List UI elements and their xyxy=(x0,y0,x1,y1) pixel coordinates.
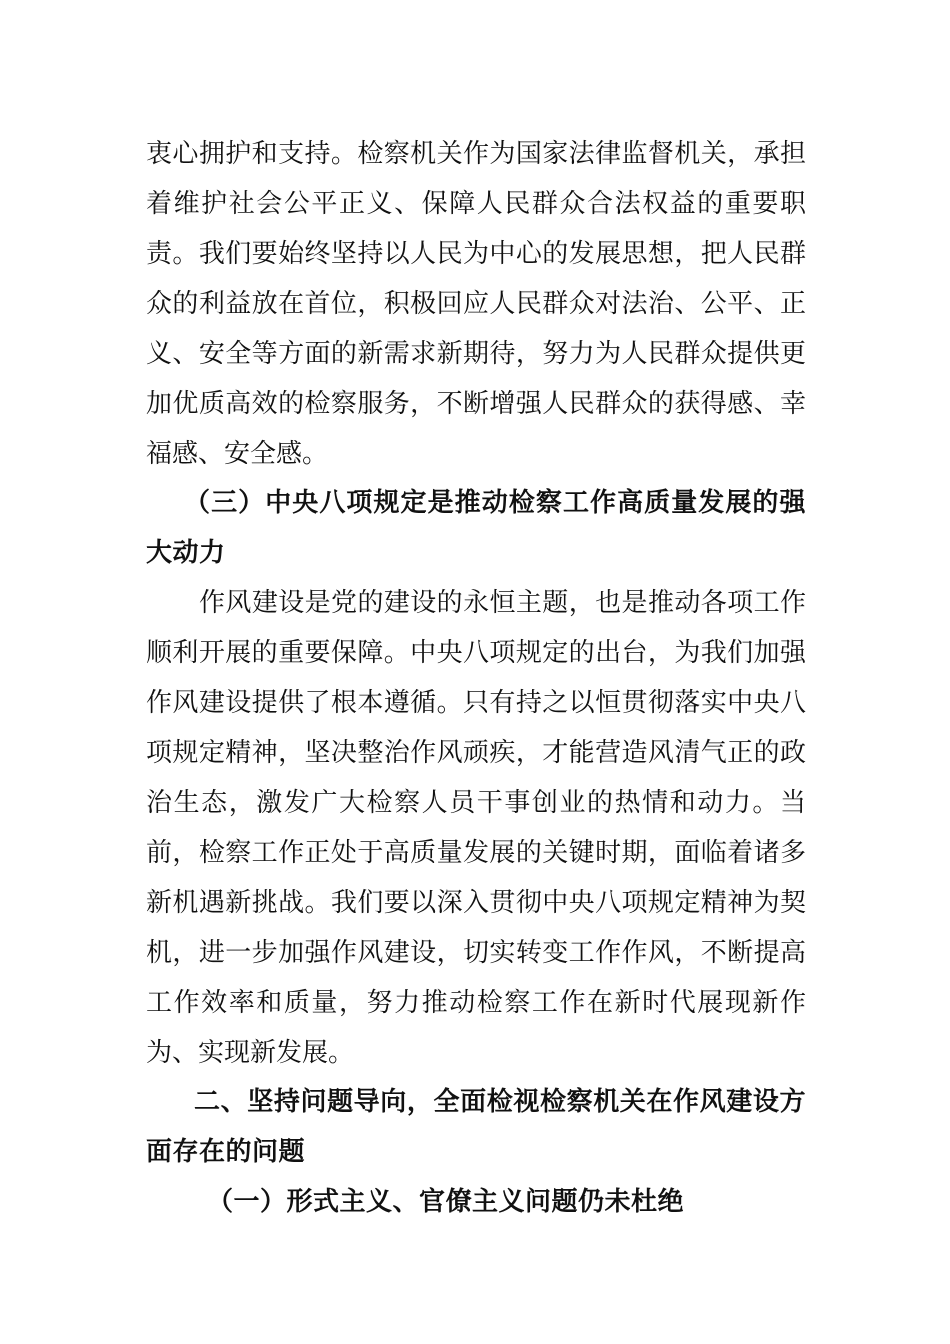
heading-line: 面存在的问题 xyxy=(146,1137,306,1167)
text-line: 义、安全等方面的新需求新期待，努力为人民群众提供更 xyxy=(146,339,806,369)
text-line: 新机遇新挑战。我们要以深入贯彻中央八项规定精神为契 xyxy=(146,888,806,918)
text-line: 着维护社会公平正义、保障人民群众合法权益的重要职 xyxy=(146,189,806,219)
text-line: 工作效率和质量，努力推动检察工作在新时代展现新作 xyxy=(146,988,806,1018)
heading-line: （三）中央八项规定是推动检察工作高质量发展的强 xyxy=(184,488,806,518)
heading-line: 二、坚持问题导向，全面检视检察机关在作风建设方 xyxy=(194,1087,806,1117)
text-line: 福感、安全感。 xyxy=(146,439,329,469)
subsection-heading: （一）形式主义、官僚主义问题仍未杜绝 xyxy=(207,1187,685,1217)
text-line: 作风建设提供了根本遵循。只有持之以恒贯彻落实中央八 xyxy=(146,688,806,718)
text-line: 项规定精神，坚决整治作风顽疾，才能营造风清气正的政 xyxy=(146,738,806,768)
text-line: 前，检察工作正处于高质量发展的关键时期，面临着诸多 xyxy=(146,838,806,868)
text-line: 衷心拥护和支持。检察机关作为国家法律监督机关，承担 xyxy=(146,139,806,169)
text-line: 作风建设是党的建设的永恒主题，也是推动各项工作 xyxy=(199,588,806,618)
text-line: 机，进一步加强作风建设，切实转变工作作风，不断提高 xyxy=(146,938,806,968)
text-line: 顺利开展的重要保障。中央八项规定的出台，为我们加强 xyxy=(146,638,806,668)
heading-line: 大动力 xyxy=(146,538,226,568)
text-line: 责。我们要始终坚持以人民为中心的发展思想，把人民群 xyxy=(146,239,806,269)
text-line: 治生态，激发广大检察人员干事创业的热情和动力。当 xyxy=(146,788,806,818)
text-line: 众的利益放在首位，积极回应人民群众对法治、公平、正 xyxy=(146,289,806,319)
text-line: 为、实现新发展。 xyxy=(146,1038,355,1068)
text-line: 加优质高效的检察服务，不断增强人民群众的获得感、幸 xyxy=(146,389,806,419)
